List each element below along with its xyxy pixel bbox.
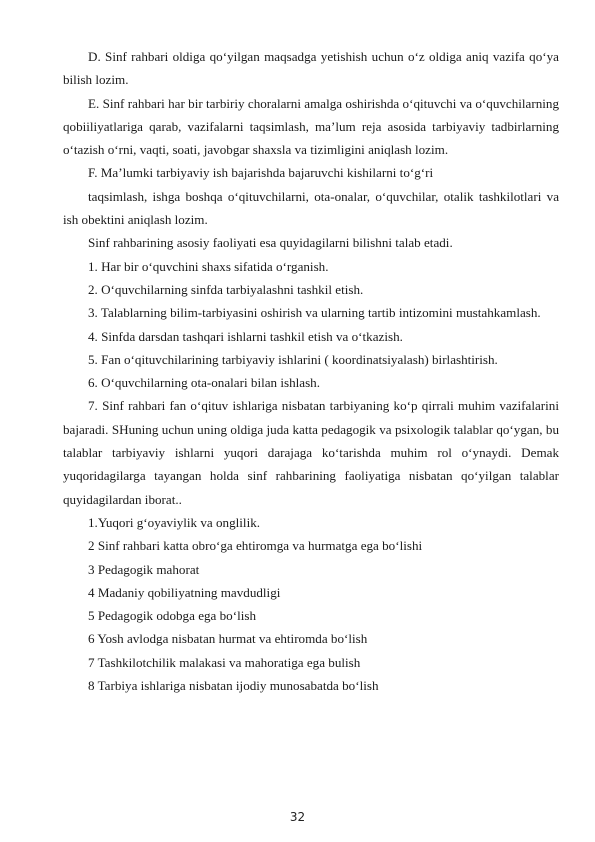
paragraph: 5. Fan o‘qituvchilarining tarbiyaviy ishlarini ( koordinatsiyalash) birlashtirish.: [88, 351, 498, 367]
paragraph: Sinf rahbarining asosiy faoliyati esa quyidagilarni bilishni talab etadi.: [88, 235, 453, 251]
paragraph: 3. Talablarning bilim-tarbiyasini oshirish va ularning tartib intizomini mustahkamlash.: [88, 305, 541, 321]
paragraph: 7 Tashkilotchilik malakasi va mahoratiga ega bulish: [88, 654, 361, 670]
page-number: 32: [289, 810, 306, 824]
document-body: [63, 45, 559, 697]
paragraph: 1.Yuqori g‘oyaviylik va onglilik.: [88, 514, 261, 530]
paragraph: 7. Sinf rahbari fan o‘qituv ishlariga nisbatan tarbiyaning ko‘p qirrali muhim vazifalarini bajaradi. SHuning uchun uning oldiga juda katta pedagogik va psixologik talablar qo‘ygan, bu talablar tarbiyaviy ishlarni yuqori darajaga ko‘tarishda muhim rol o‘ynaydi. Demak yuqoridagilarga tayangan holda sinf rahbarining faoliyatiga nisbatan qo‘yilgan talablar quyidagilardan iborat..: [63, 398, 559, 507]
paragraph: F. Ma’lumki tarbiyaviy ish bajarishda bajaruvchi kishilarni to‘g‘ri: [88, 165, 434, 181]
paragraph: 6. O‘quvchilarning ota-onalari bilan ishlash.: [88, 375, 320, 391]
paragraph: E. Sinf rahbari har bir tarbiriy choralarni amalga oshirishda o‘qituvchi va o‘quvchilarning qobiiliyatlariga qarab, vazifalarni taqsimlash, ma’lum reja asosida tarbiyaviy tadbirlarning o‘tazish o‘rni, vaqti, soati, javobgar shaxsla va tizimligini aniqlash lozim.: [63, 95, 559, 158]
paragraph: taqsimlash, ishga boshqa o‘qituvchilarni, ota-onalar, o‘quvchilar, otalik tashkilotlari va ish obektini aniqlash lozim.: [63, 188, 559, 228]
paragraph: 3 Pedagogik mahorat: [88, 561, 200, 577]
paragraph: 5 Pedagogik odobga ega bo‘lish: [88, 608, 257, 624]
paragraph: 8 Tarbiya ishlariga nisbatan ijodiy munosabatda bo‘lish: [88, 678, 379, 694]
paragraph: 2 Sinf rahbari katta obro‘ga ehtiromga va hurmatga ega bo‘lishi: [88, 538, 423, 554]
paragraph: 6 Yosh avlodga nisbatan hurmat va ehtiromda bo‘lish: [88, 631, 368, 647]
paragraph: 4. Sinfda darsdan tashqari ishlarni tashkil etish va o‘tkazish.: [88, 328, 403, 344]
paragraph: 1. Har bir o‘quvchini shaxs sifatida o‘rganish.: [88, 258, 329, 274]
paragraph: D. Sinf rahbari oldiga qo‘yilgan maqsadga yetishish uchun o‘z oldiga aniq vazifa qo‘ya bilish lozim.: [63, 49, 559, 88]
paragraph: 4 Madaniy qobiliyatning mavdudligi: [88, 584, 281, 600]
paragraph: 2. O‘quvchilarning sinfda tarbiyalashni tashkil etish.: [88, 281, 364, 297]
